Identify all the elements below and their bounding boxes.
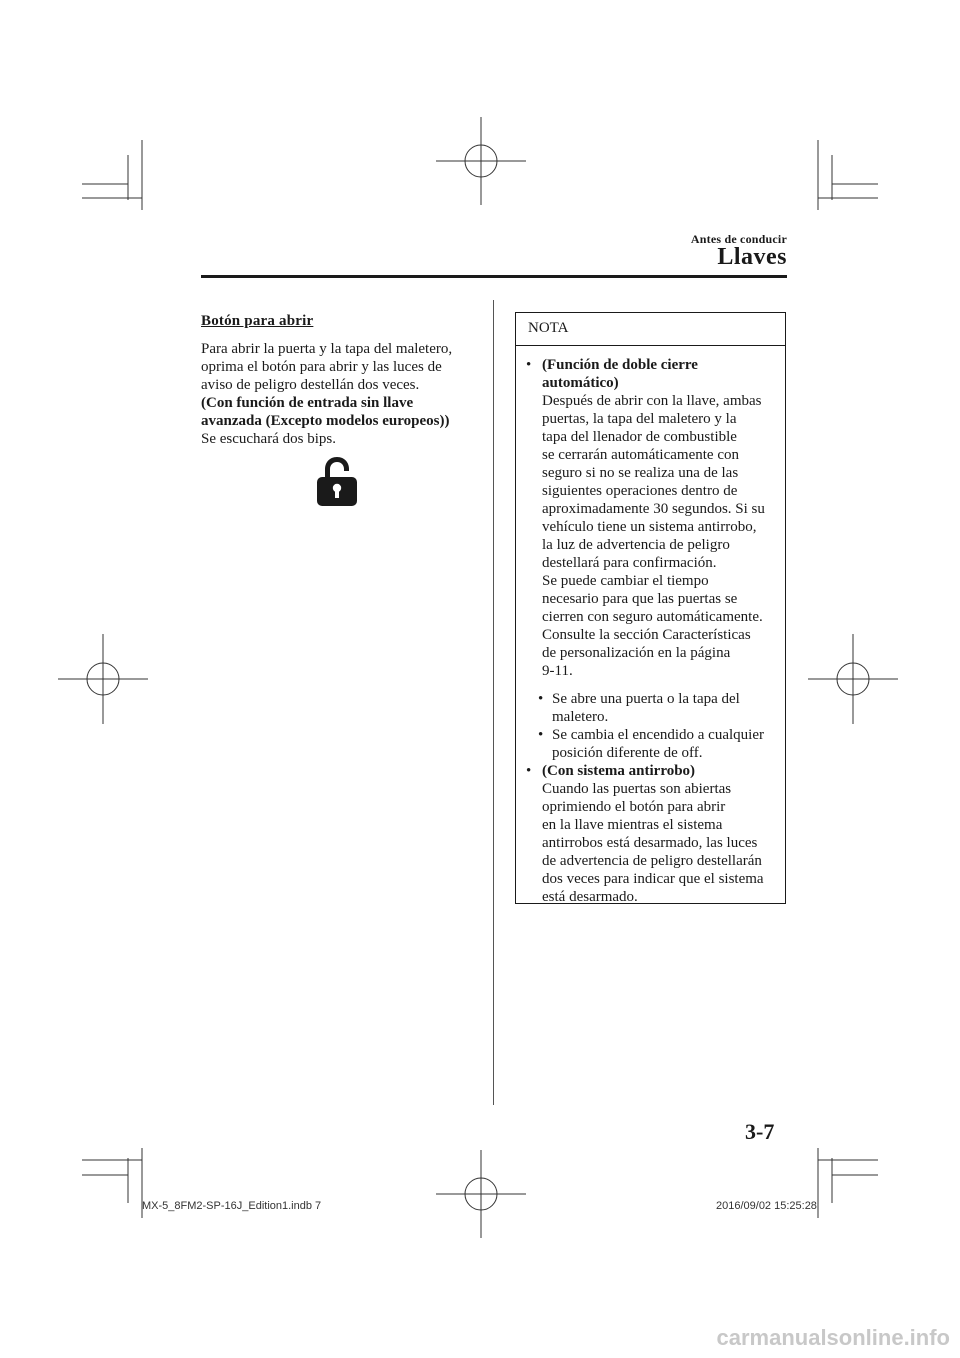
watermark: carmanualsonline.info — [716, 1325, 950, 1350]
text-line: Después de abrir con la llave, ambas — [542, 393, 762, 409]
text-line: de personalización en la página — [542, 645, 731, 661]
item-title: (Con sistema antirrobo) — [542, 763, 696, 779]
bullet-icon: • — [526, 763, 532, 779]
list-item — [526, 762, 779, 906]
text-line: seguro si no se realiza una de las — [542, 465, 739, 481]
bullet-icon: • — [526, 357, 532, 373]
text-line: Se cambia el encendido a cualquier — [552, 727, 764, 743]
footer-file: MX-5_8FM2-SP-16J_Edition1.indb 7 — [142, 1200, 322, 1212]
item-title: (Función de doble cierre — [542, 357, 698, 373]
para-line: aviso de peligro destellán dos veces. — [201, 377, 420, 393]
section-title: Antes de conducir — [690, 232, 787, 246]
text-line: aproximadamente 30 segundos. Si su — [542, 501, 765, 517]
footer-timestamp: 2016/09/02 15:25:28 — [716, 1200, 817, 1212]
text-line: Se puede cambiar el tiempo — [542, 573, 709, 589]
left-column — [201, 312, 471, 448]
text-line: en la llave mientras el sistema — [542, 817, 723, 833]
text-line: de advertencia de peligro destellarán — [542, 853, 762, 869]
text-line: dos veces para indicar que el sistema — [542, 871, 764, 887]
sub-list-item — [526, 726, 779, 762]
text-line: oprimiendo el botón para abrir — [542, 799, 726, 815]
text-line: se cerrarán automáticamente con — [542, 447, 739, 463]
column-divider — [493, 300, 494, 1105]
nota-heading: NOTA — [516, 313, 785, 346]
bold-line: (Con función de entrada sin llave — [201, 395, 414, 411]
text-line: puertas, la tapa del maletero y la — [542, 411, 737, 427]
text-line: siguientes operaciones dentro de — [542, 483, 738, 499]
page-number: 3-7 — [745, 1119, 775, 1144]
item-title: automático) — [542, 375, 619, 391]
subheading: Botón para abrir — [201, 313, 314, 329]
unlock-icon — [316, 455, 358, 507]
text-line: la luz de advertencia de peligro — [542, 537, 730, 553]
bullet-icon: • — [538, 727, 544, 743]
text-line: tapa del llenador de combustible — [542, 429, 737, 445]
nota-body — [516, 346, 785, 906]
text-line: destellará para confirmación. — [542, 555, 717, 571]
text-line: Consulte la sección Características — [542, 627, 751, 643]
text-line: vehículo tiene un sistema antirrobo, — [542, 519, 757, 535]
bold-line: avanzada (Excepto modelos europeos)) — [201, 413, 450, 429]
text-line: Cuando las puertas son abiertas — [542, 781, 732, 797]
text-line: maletero. — [552, 709, 609, 725]
text-line: 9-11. — [542, 663, 573, 679]
text-line: necesario para que las puertas se — [542, 591, 738, 607]
list-item — [526, 356, 779, 680]
text-line: está desarmado. — [542, 889, 638, 905]
para-line: Para abrir la puerta y la tapa del maletero, — [201, 341, 453, 357]
chapter-title: Llaves — [717, 244, 787, 270]
nota-box — [515, 312, 786, 904]
text-line: posición diferente de off. — [552, 745, 703, 761]
text-line: cierren con seguro automáticamente. — [542, 609, 763, 625]
header-rule — [201, 275, 787, 278]
para-line: oprima el botón para abrir y las luces de — [201, 359, 442, 375]
sub-list-item — [526, 690, 779, 726]
text-line: Se abre una puerta o la tapa del — [552, 691, 740, 707]
para-line: Se escuchará dos bips. — [201, 431, 336, 447]
bullet-icon: • — [538, 691, 544, 707]
text-line: antirrobos está desarmado, las luces — [542, 835, 758, 851]
